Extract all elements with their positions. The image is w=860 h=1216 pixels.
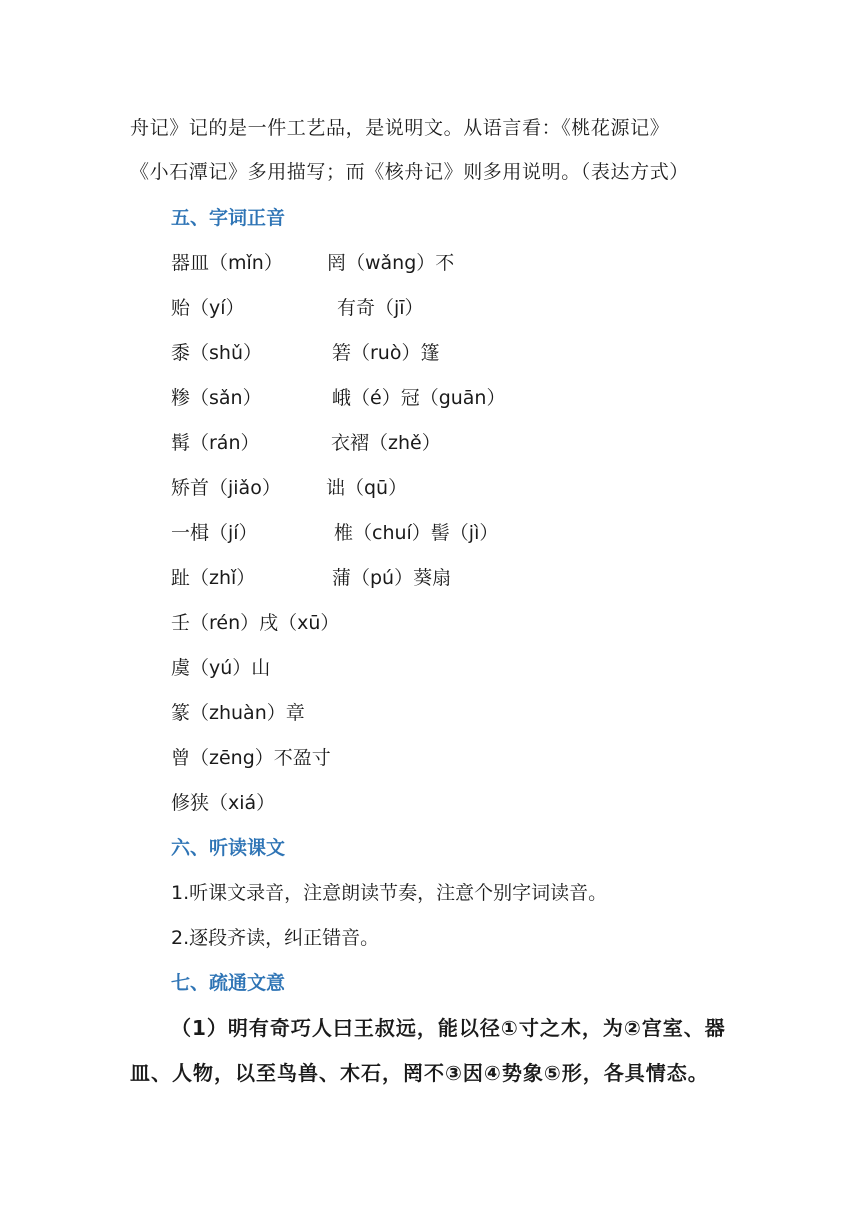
pinyin-row-10: 虞（yú）山 [171,657,271,679]
pinyin-row-9: 壬（rén）戌（xū） [171,612,340,634]
pinyin-item: 器皿（mǐn） [171,252,283,274]
pinyin-row-13: 修狭（xiá） [171,792,276,814]
pinyin-item: 衣褶（zhě） [331,432,441,454]
pinyin-item: 诎（qū） [326,477,408,499]
pinyin-item: 箬（ruò）篷 [332,342,440,364]
pinyin-item: 糁（sǎn） [171,387,262,409]
pinyin-item: 罔（wǎng）不 [327,252,455,274]
pinyin-item: 黍（shǔ） [171,342,262,364]
pinyin-item: 蒲（pú）葵扇 [332,567,452,589]
section-heading-6: 六、听读课文 [171,837,286,859]
pinyin-row-12: 曾（zēng）不盈寸 [171,747,331,769]
pinyin-row-11: 篆（zhuàn）章 [171,702,305,724]
section-heading-7: 七、疏通文意 [171,972,286,994]
pinyin-item: 有奇（jī） [337,297,424,319]
pinyin-item: 矫首（jiǎo） [171,477,281,499]
pinyin-item: 髯（rán） [171,432,260,454]
pinyin-item: 一楫（jí） [171,522,258,544]
section-heading-5: 五、字词正音 [171,207,286,229]
translation-line-1: （1）明有奇巧人曰王叔远，能以径①寸之木，为②宫室、器 [171,1016,726,1040]
intro-line-2: 《小石潭记》多用描写；而《核舟记》则多用说明。（表达方式） [130,161,689,183]
pinyin-item: 峨（é）冠（guān） [332,387,506,409]
listen-item-1: 1.听课文录音，注意朗读节奏，注意个别字词读音。 [171,882,608,904]
pinyin-item: 椎（chuí）髻（jì） [334,522,499,544]
pinyin-item: 趾（zhǐ） [171,567,256,589]
translation-line-2: 皿、人物，以至鸟兽、木石，罔不③因④势象⑤形，各具情态。 [130,1061,709,1085]
intro-line-1: 舟记》记的是一件工艺品，是说明文。从语言看：《桃花源记》 [130,117,670,139]
listen-item-2: 2.逐段齐读，纠正错音。 [171,927,380,949]
pinyin-item: 贻（yí） [171,297,245,319]
